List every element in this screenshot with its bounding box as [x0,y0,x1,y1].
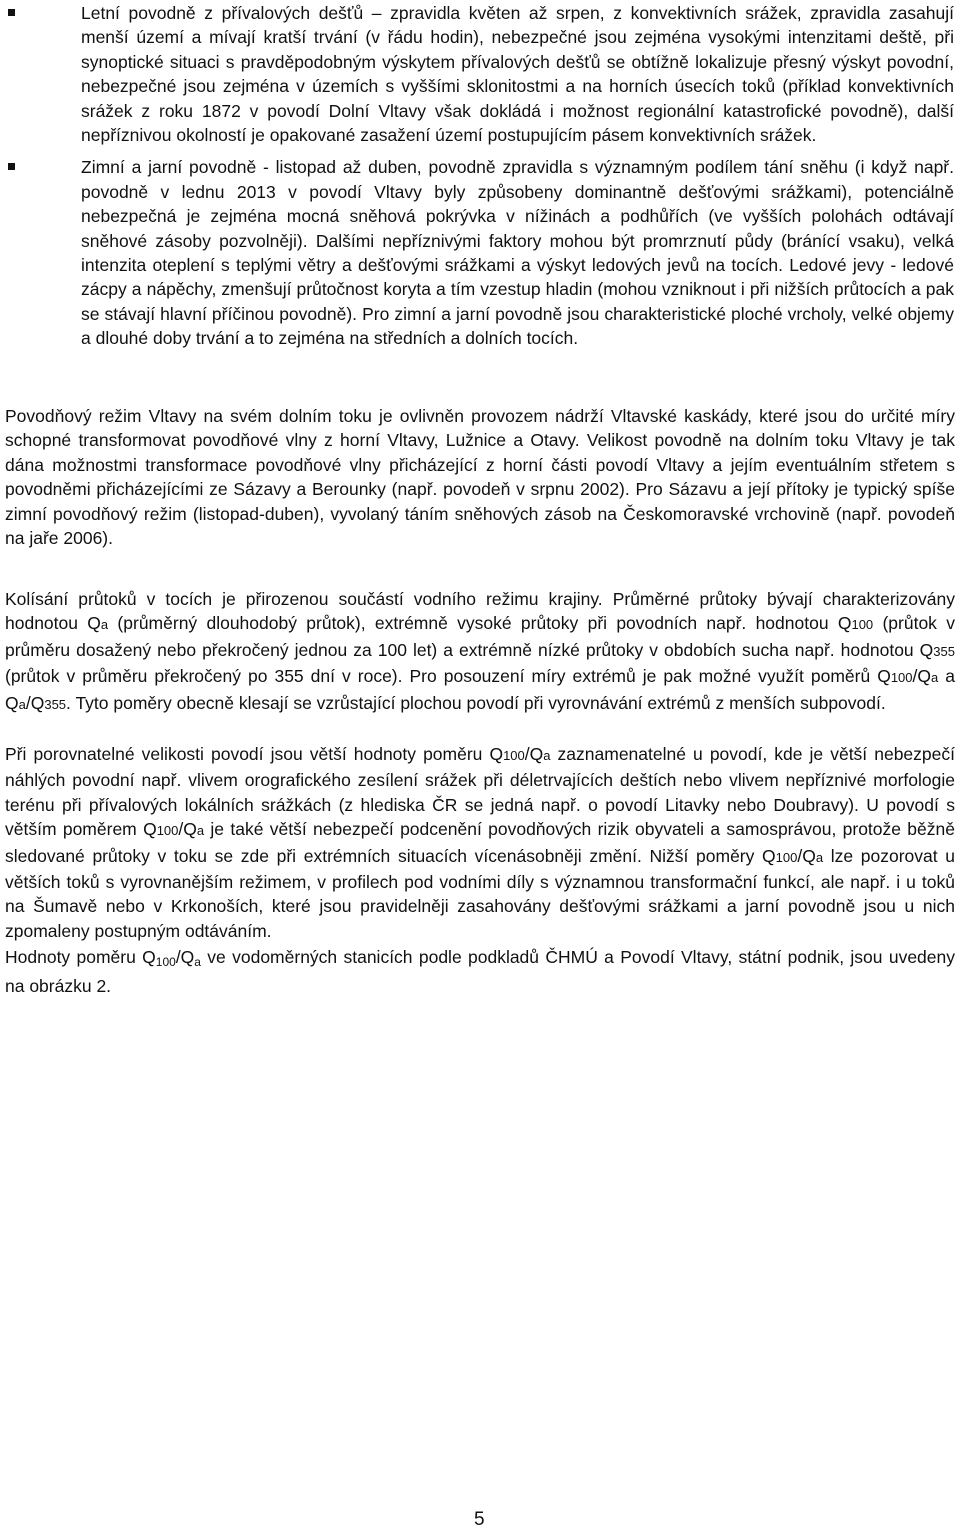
text-run: je také větší nebezpečí podcenění povodňových rizik obyvateli a samosprávou, protože běžně sledované průtoky v toku se zde při extrémních situacích vícenásobněji změní. Nižší poměry Q [5,819,955,866]
text-run: Při porovnatelné velikosti povodí jsou větší hodnoty poměru Q [5,744,504,764]
text-run: zaznamenatelné u povodí, kde je větší nebezpečí náhlých povodní např. vlivem orografického zesílení srážek při déletrvajících deštích nebo vlivem nepříznivé morfologie terénu při přívalových lokálních srážkách (z hlediska ČR se jedná např. o povodí Litavky nebo Doubravy). U povodí s větším poměrem Q [5,744,955,840]
page-number: 5 [474,1509,485,1530]
subscript: a [931,670,939,686]
text-run: (průměrný dlouhodobý průtok), extrémně vysoké průtoky při povodních např. hodnotou Q [108,613,852,634]
subscript: a [543,748,551,763]
text-run: /Q [524,744,544,764]
paragraph-flow-fluctuation [5,587,955,717]
text-run: Hodnoty poměru Q [5,947,156,967]
text-run: (průtok v průměru dosažený nebo překročený jednou za 100 let) a extrémně nízké průtoky v obdobích sucha např. hodnotou Q [5,613,955,660]
subscript: a [815,849,824,865]
text-run: ve vodoměrných stanicích podle podkladů ČHMÚ a Povodí Vltavy, státní podnik, jsou uvedeny na obrázku 2. [5,947,956,997]
text-run: . Tyto poměry obecně klesají se vzrůstající plochou povodí při vyrovnávání extrémů z menších subpovodí. [66,692,886,713]
text-run: Kolísání průtoků v tocích je přirozenou součástí vodního režimu krajiny. Průměrné průtoky bývají charakterizovány hodnotou Q [5,589,955,634]
text-run: a Q [5,666,955,713]
square-bullet-icon [8,9,15,16]
subscript: 355 [933,643,955,659]
list-item-winter-spring-floods [0,155,960,350]
paragraph-ratio-comparison [5,742,955,943]
list-item-text: Letní povodně z přívalových dešťů – zpravidla květen až srpen, z konvektivních srážek, zpravidla zasahují menší území a mívají kratší trvání (v řádu hodin), nebezpečné jsou zejména vysokými intenzitami deště, při synoptické situaci s pravděpodobným výskytem přívalových dešťů se obtížně lokalizuje přesný výskyt povodní, nebezpečné jsou zejména v územích s vyššími sklonitostmi a na horních úsecích toků (příklad konvektivních srážek z roku 1872 v povodí Dolní Vltavy však dokládá i možnost regionální katastrofické povodně), další nepříznivou okolností je opakované zasažení území postupujícím pásem konvektivních srážek. [81,3,954,146]
paragraph-text: Povodňový režim Vltavy na svém dolním toku je ovlivněn provozem nádrží Vltavské kaskády, které jsou do určité míry schopné transformovat povodňové vlny z horní Vltavy, Lužnice a Otavy. Velikost povodně na dolním toku Vltavy je tak dána možnostmi transformace povodňové vlny přicházející z horní části povodí Vltavy a jejím eventuálním střetem s povodněmi přicházejícími ze Sázavy a Berounky (např. povodeň v srpnu 2002). Pro Sázavu a její přítoky je typický spíše zimní povodňový režim (listopad-duben), vyvolaný táním sněhových zásob na Českomoravské vrchovině (např. povodeň na jaře 2006). [5,406,955,549]
subscript: 100 [890,670,913,686]
subscript: 100 [775,849,798,865]
paragraph-figure-reference [5,945,955,999]
paragraph-vltava-regime [5,404,955,550]
text-run: /Q [797,845,816,866]
square-bullet-icon [8,163,15,170]
text-run: /Q [912,666,931,687]
text-run: lze pozorovat u větších toků s vyrovnanějším režimem, v profilech pod vodními díly s významnou transformační funkcí, ale např. i u toků na Šumavě nebo v Krkonoších, které jsou pravidelněji zasahovány dešťovými srážkami a jarní povodně jsou u nich zpomaleny postupným odtáváním. [5,845,955,941]
list-item-text: Zimní a jarní povodně - listopad až duben, povodně zpravidla s významným podílem tání sněhu (i když např. povodně v lednu 2013 v povodí Vltavy byly způsobeny dominantně dešťovými srážkami), potenciálně nebezpečná je zejména mocná sněhová pokrývka v nížinách a podhůřích (ve vyšších polohách odtávají sněhové zásoby pozvolněji). Dalšími nepříznivými faktory mohou být promrznutí půdy (bránící vsaku), velká intenzita oteplení s teplými větry a dešťovými srážkami a výskyt ledových jevů na tocích. Ledové jevy - ledové zácpy a nápěchy, zmenšují průtočnost koryta a tím vzestup hladin (mohou vzniknout i při nižších průtocích a pak se stávají hlavní příčinou povodně). Pro zimní a jarní povodně jsou charakteristické ploché vrcholy, velké objemy a dlouhé doby trvání a to zejména na středních a dolních tocích. [81,157,954,349]
text-run: (průtok v průměru překročený po 355 dní v roce). Pro posouzení míry extrémů je pak možné využít poměrů Q [5,666,891,687]
list-item-summer-floods [0,1,960,147]
subscript: a [194,955,201,969]
subscript: 355 [44,696,67,712]
subscript: a [18,696,26,712]
subscript: 100 [503,748,525,763]
subscript: a [100,617,109,633]
subscript: 100 [851,617,874,633]
subscript: a [196,823,205,839]
text-run: /Q [175,947,195,967]
subscript: 100 [156,823,179,839]
flood-types-list [0,0,960,351]
text-run: /Q [25,692,45,713]
subscript: 100 [155,955,176,969]
text-run: /Q [178,819,197,840]
